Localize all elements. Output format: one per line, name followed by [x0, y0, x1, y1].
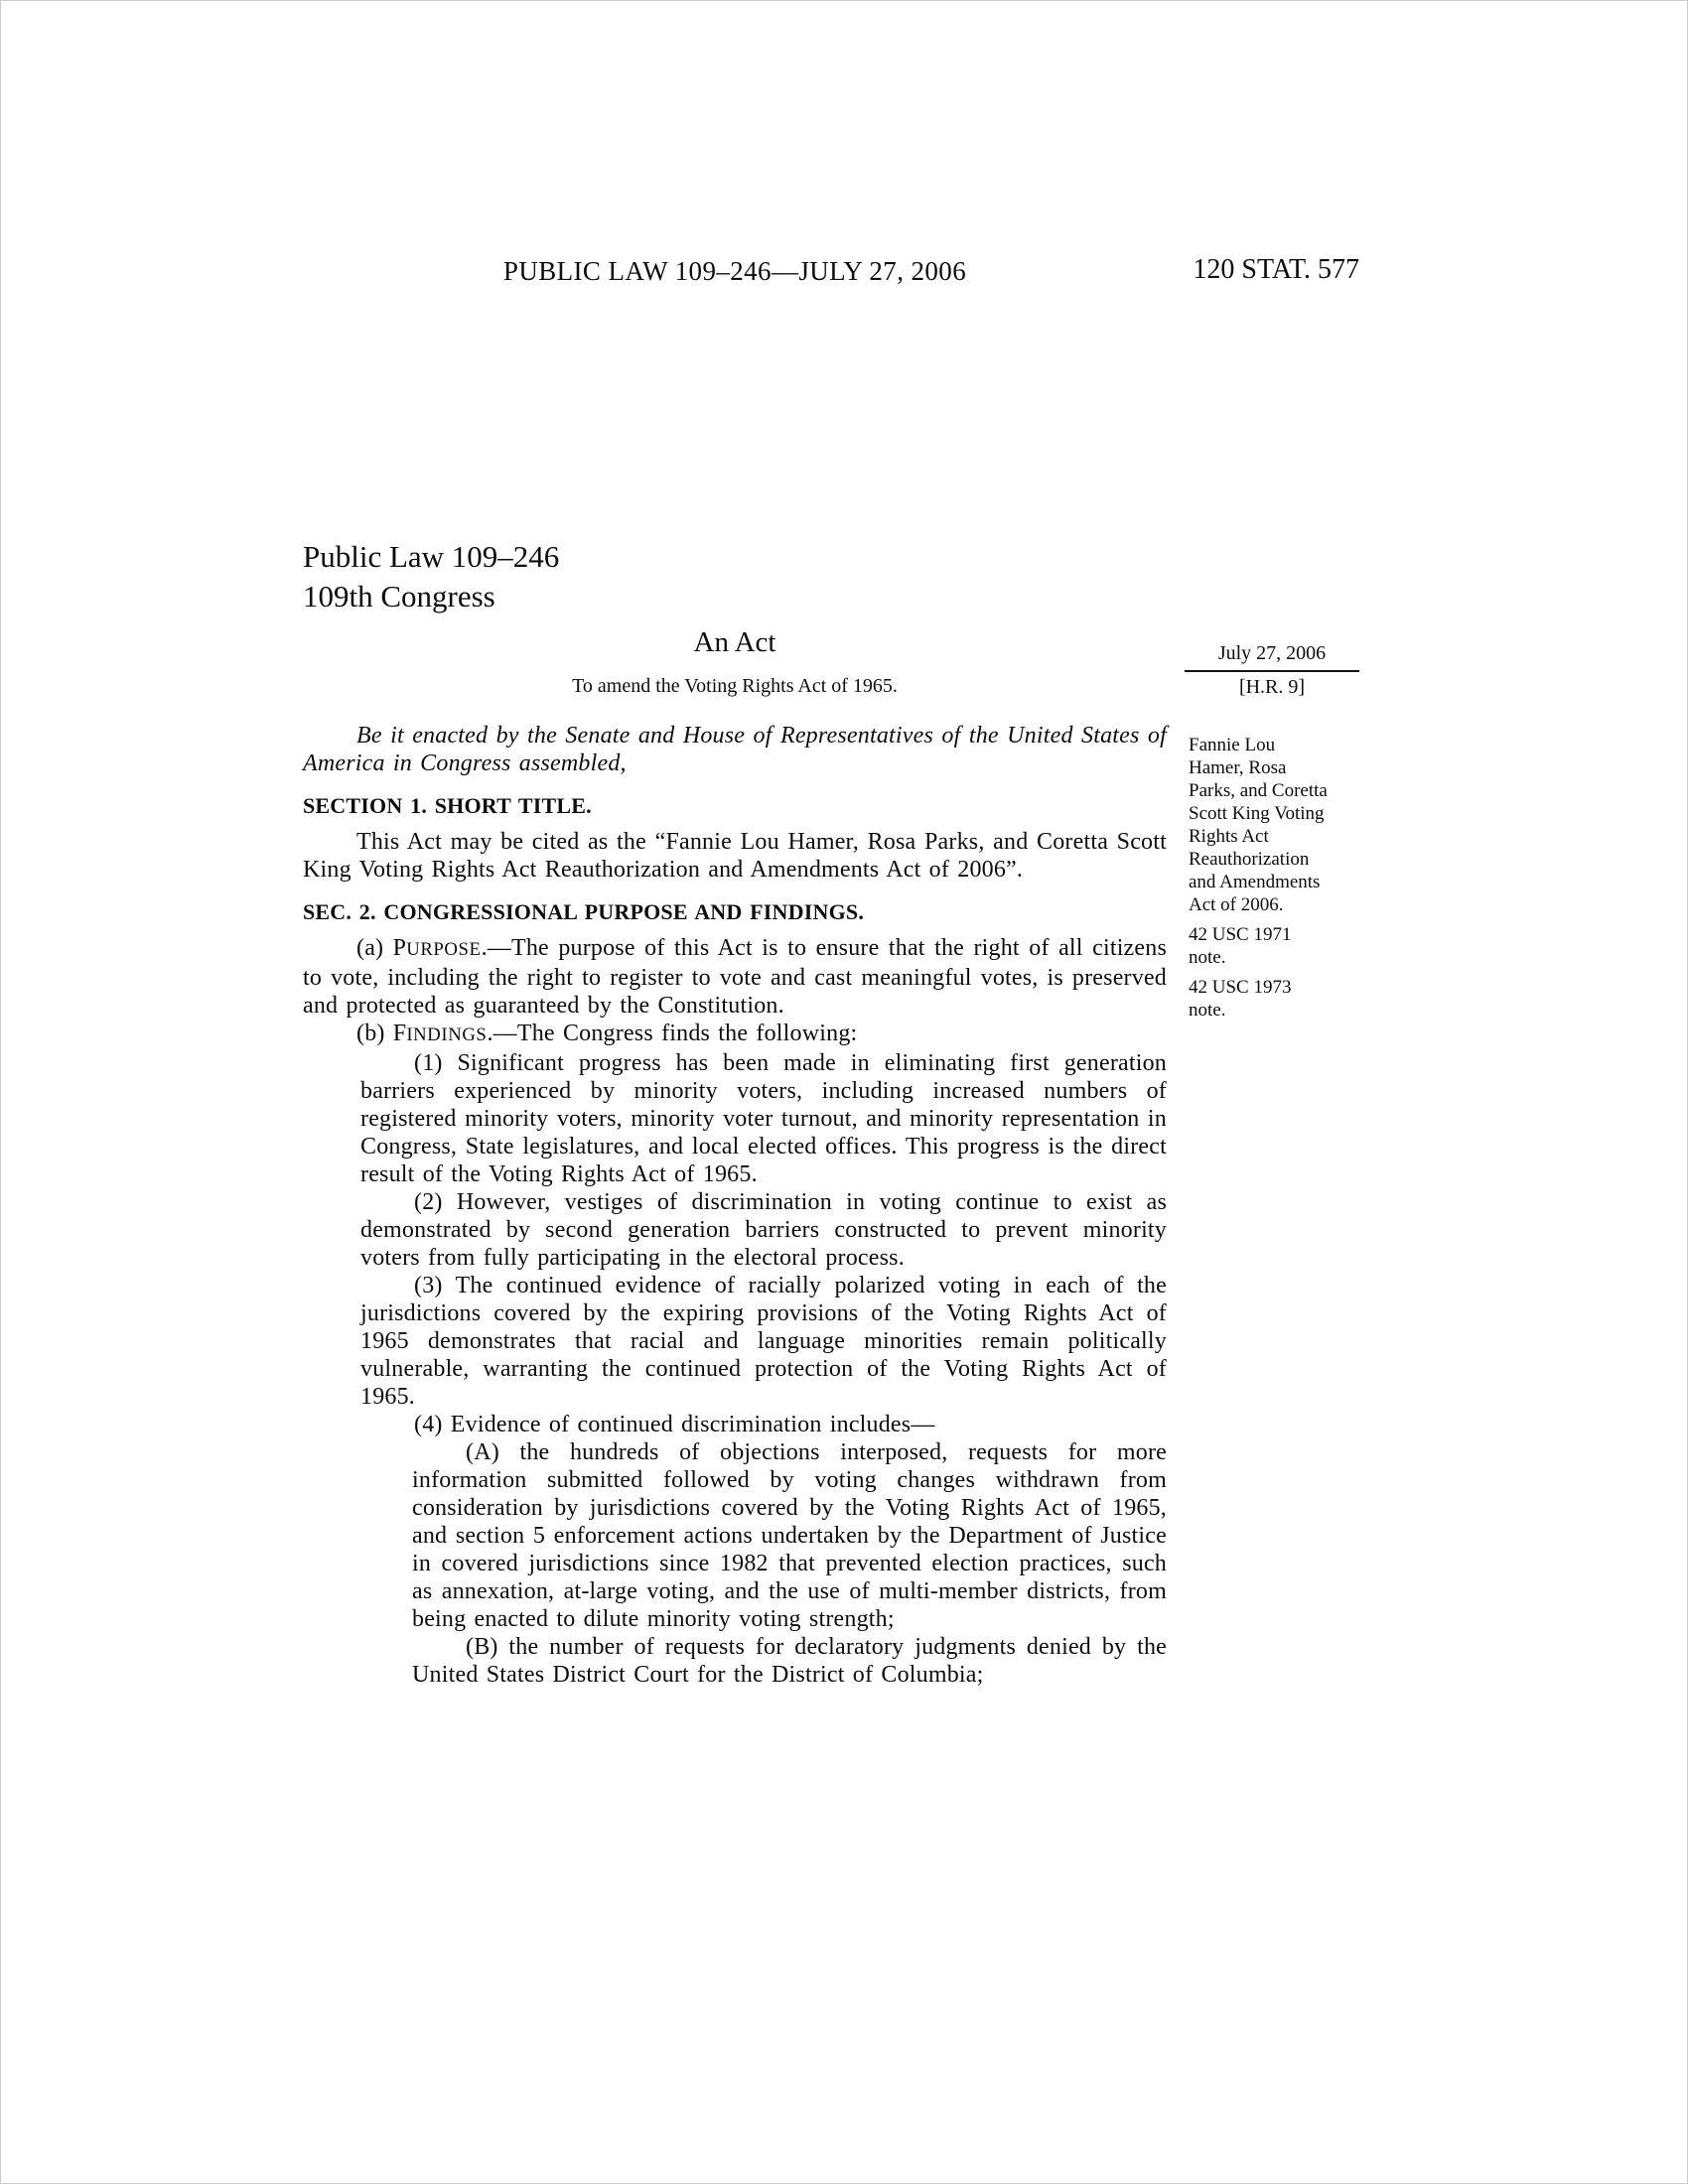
section-2-heading: SEC. 2. CONGRESSIONAL PURPOSE AND FINDINGS.: [303, 899, 865, 924]
margin-note-short-title: Fannie Lou Hamer, Rosa Parks, and Coretta Scott King Voting Rights Act Reauthorization and Amendments Act of 2006.: [1189, 735, 1328, 915]
finding-4b: (B) the number of requests for declaratory judgments denied by the United States District Court for the District of Columbia;: [412, 1634, 1167, 1688]
section-1-text: This Act may be cited as the “Fannie Lou Hamer, Rosa Parks, and Coretta Scott King Voting Rights Act Reauthorization and Amendments Act of 2006”.: [303, 829, 1167, 883]
bill-number: [H.R. 9]: [1238, 676, 1306, 698]
margin-note-usc-1973: 42 USC 1973 note.: [1189, 977, 1292, 1021]
congress-line: 109th Congress: [303, 579, 495, 614]
finding-4a: (A) the hundreds of objections interposed, requests for more information submitted followed by voting changes withdrawn from consideration by jurisdictions covered by the Voting Rights Act of 1965, and section 5 enforcement actions undertaken by the Department of Justice in covered jurisdictions since 1982 that prevented election practices, such as annexation, at-large voting, and the use of multi-member districts, from being enacted to dilute minority voting strength;: [412, 1439, 1167, 1632]
margin-notes-column: [1189, 734, 1330, 1028]
margin-date-block: [1185, 642, 1359, 699]
act-purpose-line: To amend the Voting Rights Act of 1965.: [572, 675, 898, 697]
main-text-column: [303, 537, 1167, 1689]
margin-note-usc-1971: 42 USC 1971 note.: [1189, 924, 1292, 968]
enactment-date: July 27, 2006: [1185, 642, 1359, 672]
finding-4: (4) Evidence of continued discrimination includes—: [414, 1412, 935, 1437]
findings-intro: (b) FINDINGS.—The Congress finds the following:: [356, 1021, 858, 1046]
finding-3: (3) The continued evidence of racially polarized voting in each of the jurisdictions covered by the expiring provisions of the Voting Rights Act of 1965 demonstrates that racial and language minorities remain politically vulnerable, warranting the continued protection of the Voting Rights Act of 1965.: [360, 1273, 1167, 1410]
law-number: Public Law 109–246: [303, 539, 560, 574]
purpose-paragraph: (a) PURPOSE.—The purpose of this Act is to ensure that the right of all citizens to vote, including the right to register to vote and cast meaningful votes, is preserved and protected as guaranteed by the Constitution.: [303, 935, 1168, 1019]
finding-1: (1) Significant progress has been made in eliminating first generation barriers experienced by minority voters, including increased numbers of registered minority voters, minority voter turnout, and minority representation in Congress, State legislatures, and local elected offices. This progress is the direct result of the Voting Rights Act of 1965.: [360, 1050, 1167, 1187]
enacting-clause: Be it enacted by the Senate and House of Representatives of the United States of America in Congress assembled,: [303, 723, 1167, 776]
statute-body: [303, 722, 1167, 1689]
running-header: [303, 254, 1359, 294]
act-heading: An Act: [693, 626, 776, 658]
finding-2: (2) However, vestiges of discrimination in voting continue to exist as demonstrated by second generation barriers constructed to prevent minority voters from fully participating in the electoral process.: [360, 1189, 1167, 1271]
running-header-law: PUBLIC LAW 109–246—JULY 27, 2006: [502, 256, 967, 286]
running-header-stat: 120 STAT. 577: [1193, 254, 1359, 285]
section-1-heading: SECTION 1. SHORT TITLE.: [303, 793, 592, 818]
